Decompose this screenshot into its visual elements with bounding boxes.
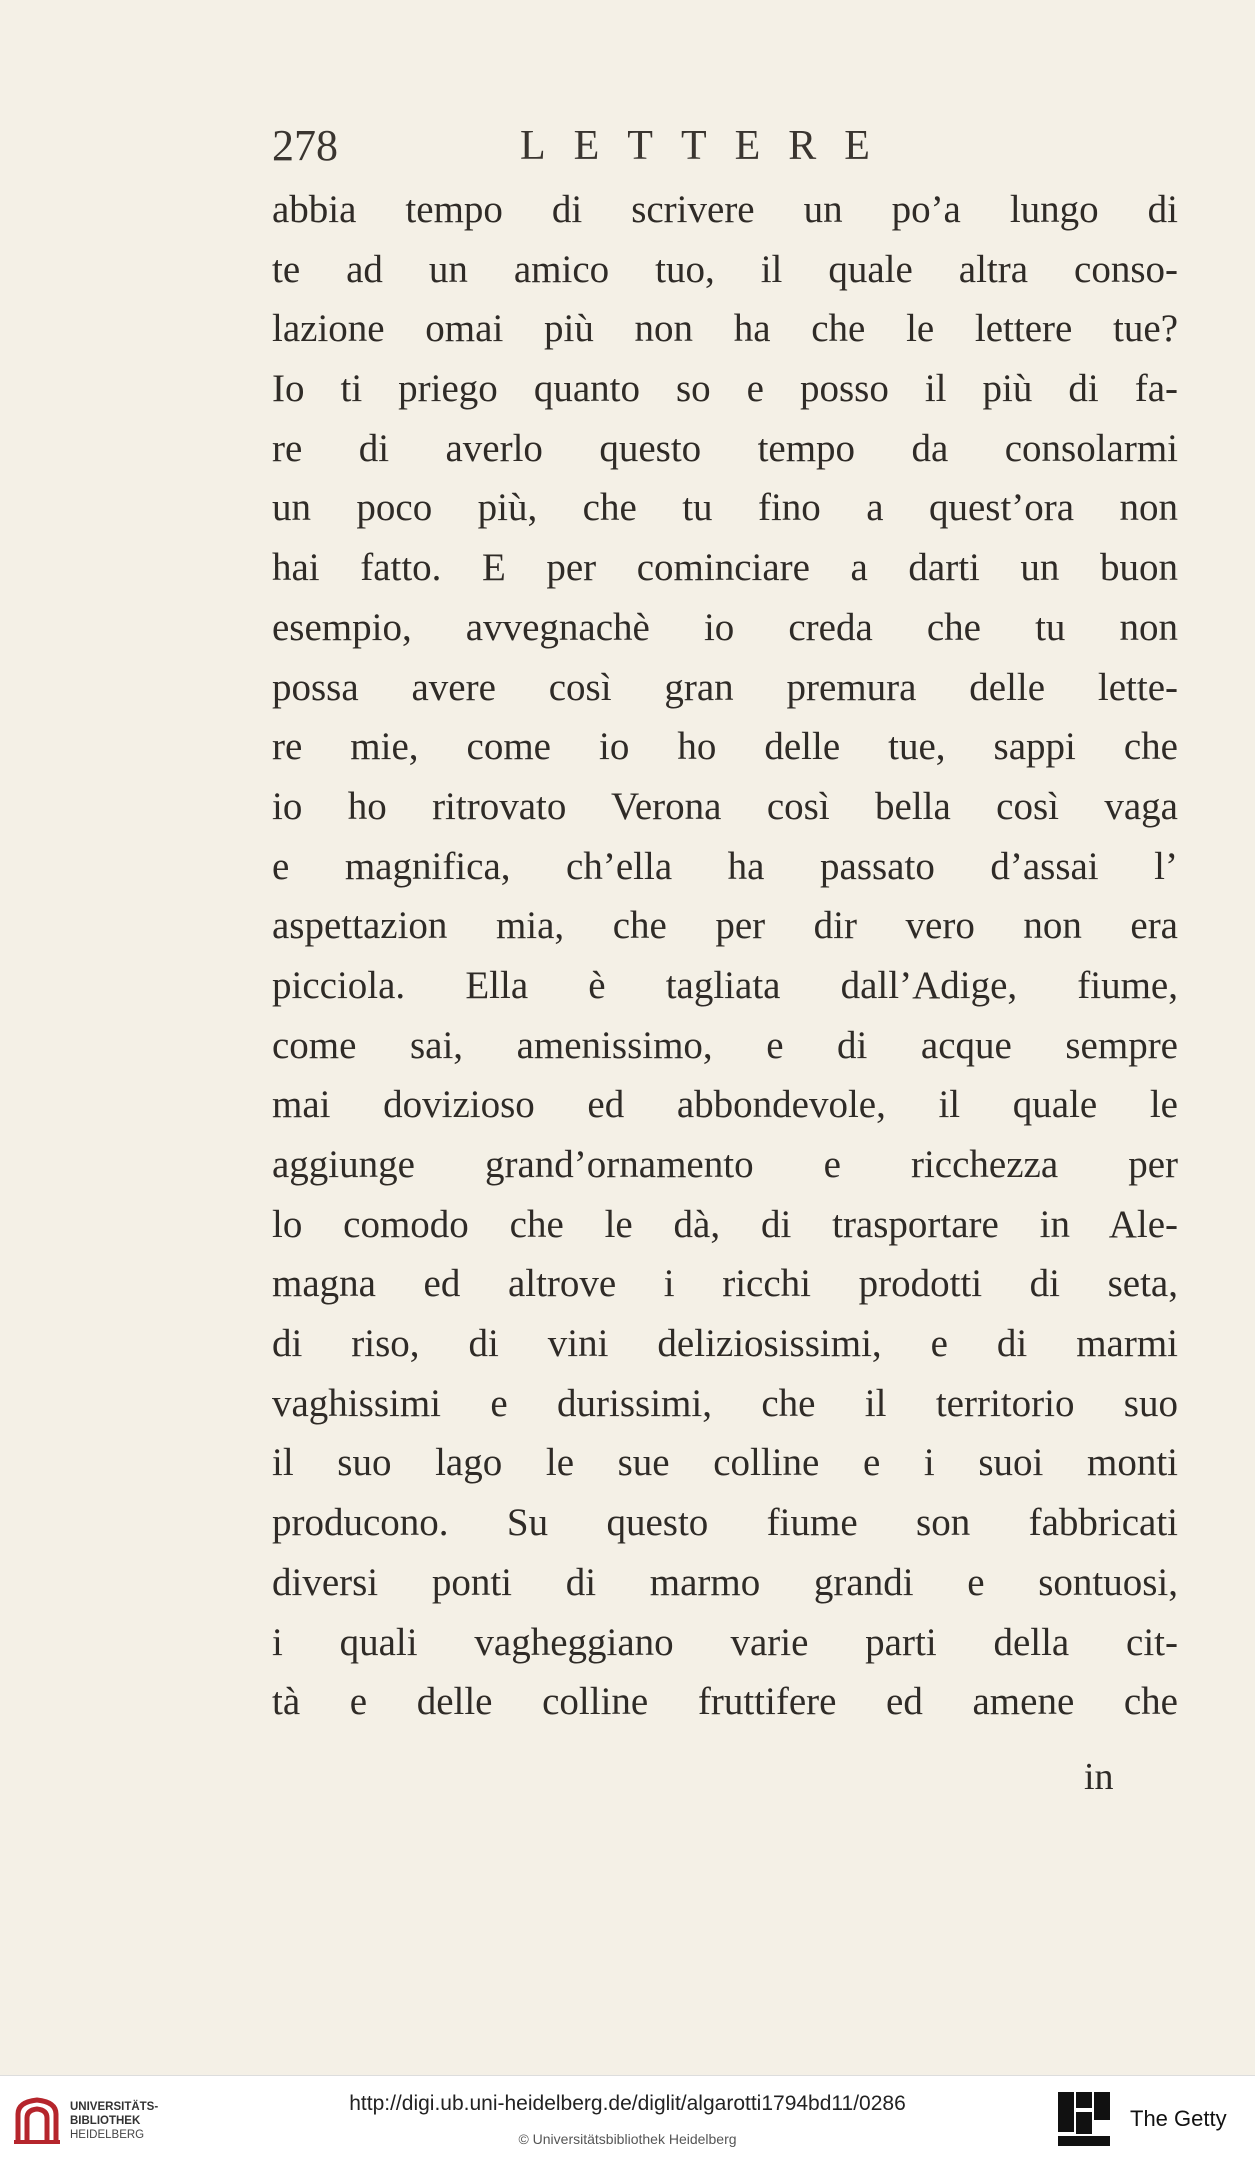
text-line: te ad un amico tuo, il quale altra conso- — [272, 247, 1178, 291]
text-line: vaghissimi e durissimi, che il territorio suo — [272, 1381, 1178, 1425]
running-title: LETTERE — [520, 123, 898, 169]
viewer-footer — [0, 2075, 1255, 2166]
text-line: di riso, di vini deliziosissimi, e di marmi — [272, 1322, 1178, 1366]
text-line: picciola. Ella è tagliata dall’Adige, fiume, — [272, 963, 1178, 1007]
text-line: possa avere così gran premura delle lette- — [272, 665, 1178, 709]
text-line: re mie, come io ho delle tue, sappi che — [272, 725, 1178, 769]
text-line: aspettazion mia, che per dir vero non era — [272, 904, 1178, 948]
body-text — [272, 180, 1178, 1732]
text-line: e magnifica, ch’ella ha passato d’assai l’ — [272, 844, 1178, 888]
library-name-line: BIBLIOTHEK — [70, 2115, 141, 2127]
text-line: abbia tempo di scrivere un po’a lungo di — [272, 188, 1178, 231]
text-line: magna ed altrove i ricchi prodotti di seta, — [272, 1262, 1178, 1306]
permalink-url[interactable]: http://digi.ub.uni-heidelberg.de/diglit/algarotti1794bd11/0286 — [349, 2092, 906, 2115]
text-line: diversi ponti di marmo grandi e sontuosi, — [272, 1560, 1178, 1604]
page-header — [0, 120, 1255, 180]
library-name-line: UNIVERSITÄTS- — [70, 2101, 159, 2113]
text-line: i quali vagheggiano varie parti della cit- — [272, 1620, 1178, 1664]
text-line: un poco più, che tu fino a quest’ora non — [272, 486, 1178, 530]
catchword: in — [1084, 1756, 1114, 1798]
getty-label: The Getty — [1130, 2106, 1227, 2131]
text-line: lazione omai più non ha che le lettere tue? — [272, 307, 1178, 351]
text-line: mai dovizioso ed abbondevole, il quale le — [272, 1083, 1178, 1127]
page-number: 278 — [272, 121, 338, 170]
text-line: re di averlo questo tempo da consolarmi — [272, 426, 1178, 470]
text-line: Io ti priego quanto so e posso il più di fa- — [272, 367, 1178, 411]
text-line: il suo lago le sue colline e i suoi monti — [272, 1441, 1178, 1485]
text-line: aggiunge grand’ornamento e ricchezza per — [272, 1143, 1178, 1186]
copyright-notice: © Universitätsbibliothek Heidelberg — [518, 2131, 737, 2147]
text-line: tà e delle colline fruttifere ed amene che — [272, 1680, 1178, 1724]
text-line: producono. Su questo fiume son fabbricati — [272, 1501, 1178, 1545]
text-line: hai fatto. E per cominciare a darti un buon — [272, 546, 1178, 590]
text-line: io ho ritrovato Verona così bella così vaga — [272, 784, 1178, 828]
text-line: lo comodo che le dà, di trasportare in Ale- — [272, 1202, 1178, 1246]
library-name-line: HEIDELBERG — [70, 2129, 145, 2141]
text-line: come sai, amenissimo, e di acque sempre — [272, 1023, 1178, 1067]
text-line: esempio, avvegnachè io creda che tu non — [272, 605, 1178, 649]
getty-logo-icon[interactable] — [1056, 2090, 1112, 2150]
